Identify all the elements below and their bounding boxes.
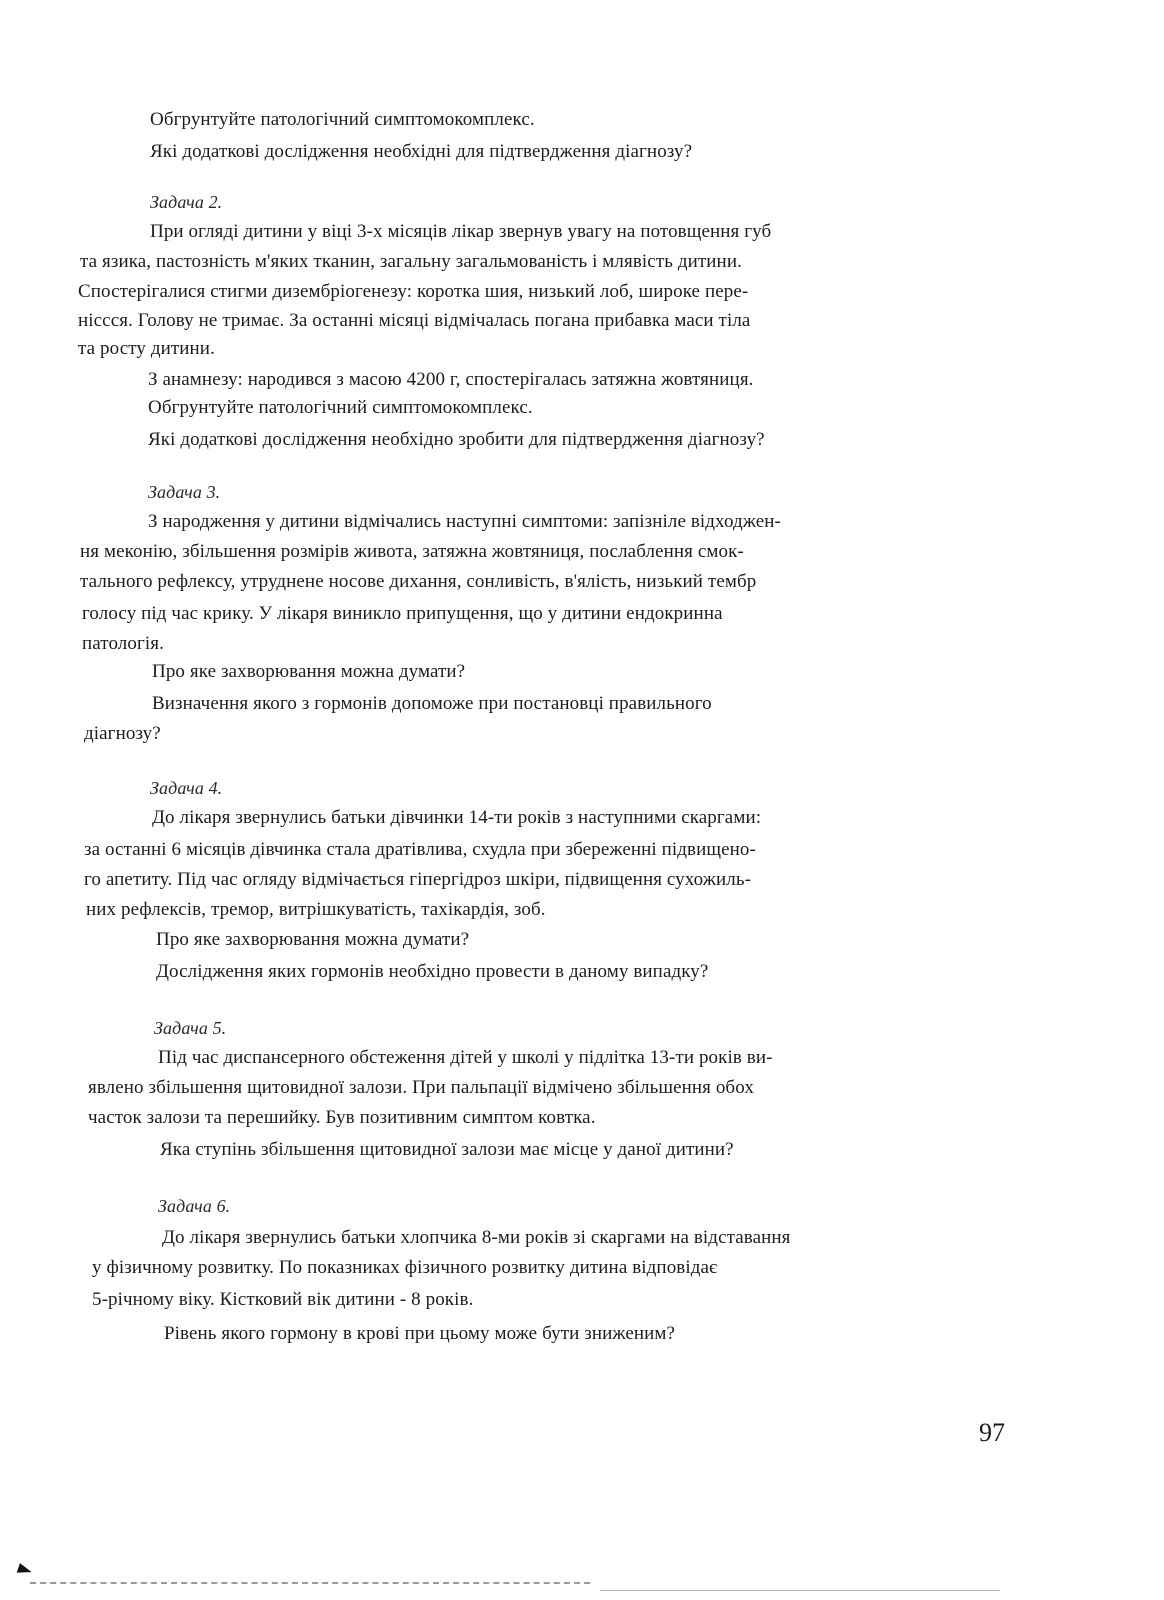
intro-line-2: Які додаткові дослідження необхідні для підтвердження діагнозу? (150, 141, 693, 162)
task-2-line: Які додаткові дослідження необхідно зробити для підтвердження діагнозу? (148, 429, 765, 450)
task-3-line: З народження у дитини відмічались наступні симптоми: запізніле відходжен- (148, 511, 781, 532)
task-5-heading: Задача 5. (154, 1018, 227, 1038)
task-2-line: та росту дитини. (78, 338, 215, 359)
task-4-line: го апетиту. Під час огляду відмічається гіпергідроз шкіри, підвищення сухожиль- (84, 869, 752, 890)
task-4-line: Про яке захворювання можна думати? (156, 929, 470, 950)
task-2-line: Спостерігалися стигми дизембріогенезу: коротка шия, низький лоб, широке пере- (78, 281, 749, 302)
task-2-line: При огляді дитини у віці 3-х місяців лікар звернув увагу на потовщення губ (150, 221, 772, 242)
scan-artifact-line (600, 1590, 1000, 1591)
task-3-line: голосу під час крику. У лікаря виникло припущення, що у дитини ендокринна (82, 603, 723, 624)
task-6-line: Рівень якого гормону в крові при цьому може бути зниженим? (164, 1323, 676, 1344)
task-6-line: 5-річному віку. Кістковий вік дитини - 8 років. (92, 1289, 474, 1310)
task-5-line: часток залози та перешийку. Був позитивним симптом ковтка. (88, 1107, 596, 1128)
task-6-line: у фізичному розвитку. По показниках фізичного розвитку дитина відповідає (92, 1257, 718, 1278)
task-3-line: Про яке захворювання можна думати? (152, 661, 466, 682)
task-6-line: До лікаря звернулись батьки хлопчика 8-ми років зі скаргами на відставання (162, 1227, 791, 1248)
task-2-line: З анамнезу: народився з масою 4200 г, спостерігалась затяжна жовтяниця. (148, 369, 754, 390)
scan-artifact-mark (17, 1563, 33, 1577)
task-4-line: Дослідження яких гормонів необхідно провести в даному випадку? (156, 961, 709, 982)
task-2-heading: Задача 2. (150, 192, 223, 212)
task-4-line: них рефлексів, тремор, витрішкуватість, тахікардія, зоб. (86, 899, 546, 920)
task-2-line: Обгрунтуйте патологічний симптомокомплекс. (148, 397, 533, 418)
task-4-heading: Задача 4. (150, 778, 223, 798)
task-2-line: ніссся. Голову не тримає. За останні місяці відмічалась погана прибавка маси тіла (78, 310, 751, 331)
task-6-heading: Задача 6. (158, 1196, 231, 1216)
task-3-line: ня меконію, збільшення розмірів живота, затяжна жовтяниця, послаблення смок- (80, 541, 744, 562)
page-number: 97 (979, 1418, 1005, 1447)
task-3-line: Визначення якого з гормонів допоможе при постановці правильного (152, 693, 712, 714)
scan-artifact-line (30, 1582, 590, 1584)
task-3-line: патологія. (82, 633, 164, 654)
task-5-line: явлено збільшення щитовидної залози. При пальпації відмічено збільшення обох (88, 1077, 754, 1098)
task-5-line: Під час диспансерного обстеження дітей у школі у підлітка 13-ти років ви- (158, 1047, 773, 1068)
task-3-heading: Задача 3. (148, 482, 221, 502)
intro-line-1: Обгрунтуйте патологічний симптомокомплекс. (150, 109, 535, 130)
task-4-line: за останні 6 місяців дівчинка стала дратівлива, схудла при збереженні підвищено- (84, 839, 756, 860)
task-2-line: та язика, пастозність м'яких тканин, загальну загальмованість і млявість дитини. (80, 251, 742, 272)
task-4-line: До лікаря звернулись батьки дівчинки 14-ти років з наступними скаргами: (152, 807, 762, 828)
task-3-line: тального рефлексу, утруднене носове дихання, сонливість, в'ялість, низький тембр (80, 571, 757, 592)
task-3-line: діагнозу? (84, 723, 161, 744)
task-5-line: Яка ступінь збільшення щитовидної залози має місце у даної дитини? (160, 1139, 734, 1160)
